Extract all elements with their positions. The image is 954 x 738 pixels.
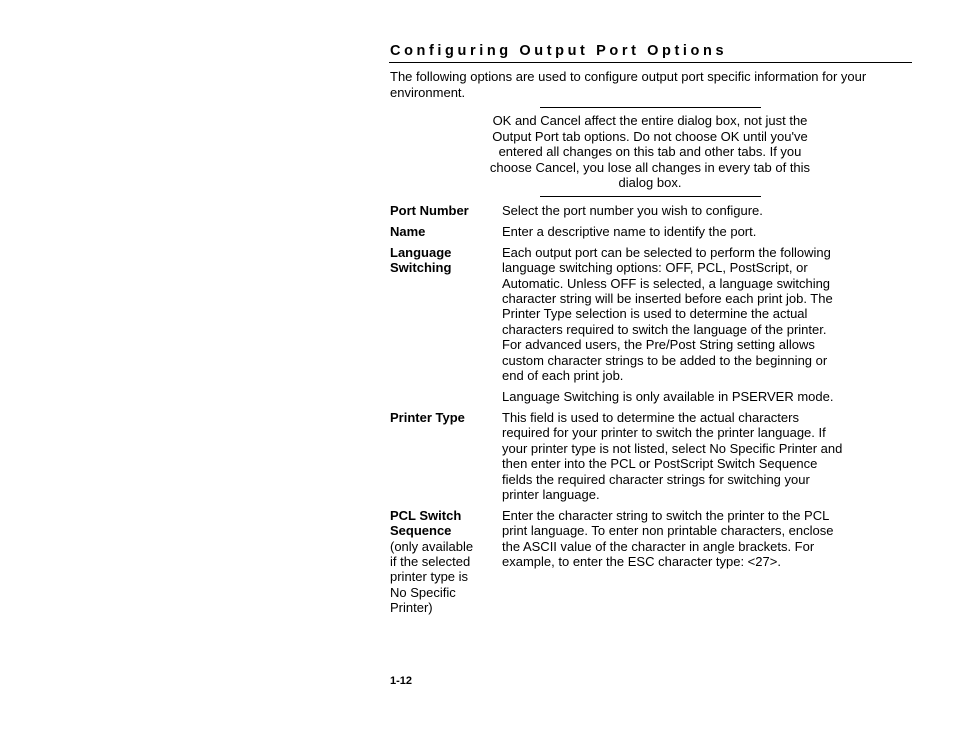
intro-paragraph: The following options are used to configure output port specific information for your environment. [390,69,867,100]
description-line: the ASCII value of the character in angle brackets. For [502,538,815,554]
note-line: Output Port tab options. Do not choose OK until you've [492,128,808,144]
description-line: language switching options: OFF, PCL, PostScript, or [502,260,808,276]
description-text [502,410,910,502]
description-line: then enter into the PCL or PostScript Switch Sequence [502,456,818,472]
term-qualifier: if the selected [390,554,471,570]
note-line: OK and Cancel affect the entire dialog box, not just the [492,113,808,128]
description-text [502,508,910,570]
note-bottom-rule [540,196,761,197]
definition-term [390,508,502,616]
definition-term [390,224,502,239]
term-label: Sequence [390,523,452,539]
definition-list [390,203,910,621]
term-qualifier: printer type is [390,569,469,585]
definition-description [502,224,910,239]
definition-port-number [390,203,910,218]
term-label: Language [390,244,452,260]
description-line: print language. To enter non printable characters, enclose [502,523,834,539]
description-line: characters required to switch the language of the printer. [502,321,827,337]
description-note: Language Switching is only available in PSERVER mode. [502,388,834,404]
description-line: This field is used to determine the actual characters [502,409,799,425]
description-line: fields the required character strings for switching your [502,471,810,487]
definition-pcl-switch-sequence [390,508,910,616]
description-line: character string will be inserted before each print job. The [502,291,833,307]
description-line: your printer type is not listed, select No Specific Printer and [502,440,843,456]
description-line: For advanced users, the Pre/Post String setting allows [502,337,815,353]
description-text: Select the port number you wish to configure. [502,203,763,218]
definition-description [502,203,910,218]
heading-underline [389,62,912,63]
page-number: 1-12 [390,675,413,687]
definition-language-switching [390,245,910,405]
definition-name [390,224,910,239]
definition-description [502,410,910,502]
definition-term [390,245,502,405]
term-label: Printer Type [390,409,465,425]
description-line: end of each print job. [502,368,624,384]
term-label: Name [390,223,426,239]
term-label: Port Number [390,203,469,218]
note-top-rule [540,107,761,108]
description-line: printer language. [502,486,600,502]
definition-term [390,203,502,218]
term-qualifier: (only available [390,538,474,554]
definition-term [390,410,502,502]
definition-description [502,245,910,405]
term-label: Switching [390,260,452,276]
term-label: PCL Switch [390,507,462,523]
description-line: Enter the character string to switch the printer to the PCL [502,507,830,523]
description-line: Automatic. Unless OFF is selected, a language switching [502,275,831,291]
description-line: custom character strings to be added to the beginning or [502,352,828,368]
description-line: required for your printer to switch the printer language. If [502,425,826,441]
definition-printer-type [390,410,910,502]
term-qualifier: No Specific [390,584,456,600]
description-text: Enter a descriptive name to identify the port. [502,223,757,239]
note-line: dialog box. [618,175,682,191]
note-callout [455,113,845,191]
description-text [502,245,910,384]
description-line: example, to enter the ESC character type: <27>. [502,554,781,570]
description-line: Each output port can be selected to perform the following [502,244,831,260]
note-line: choose Cancel, you lose all changes in every tab of this [489,159,811,175]
section-heading: Configuring Output Port Options [390,43,728,59]
term-qualifier: Printer) [390,600,433,616]
definition-description [502,508,910,616]
note-line: entered all changes on this tab and other tabs. If you [498,144,802,160]
description-line: Printer Type selection is used to determine the actual [502,306,808,322]
